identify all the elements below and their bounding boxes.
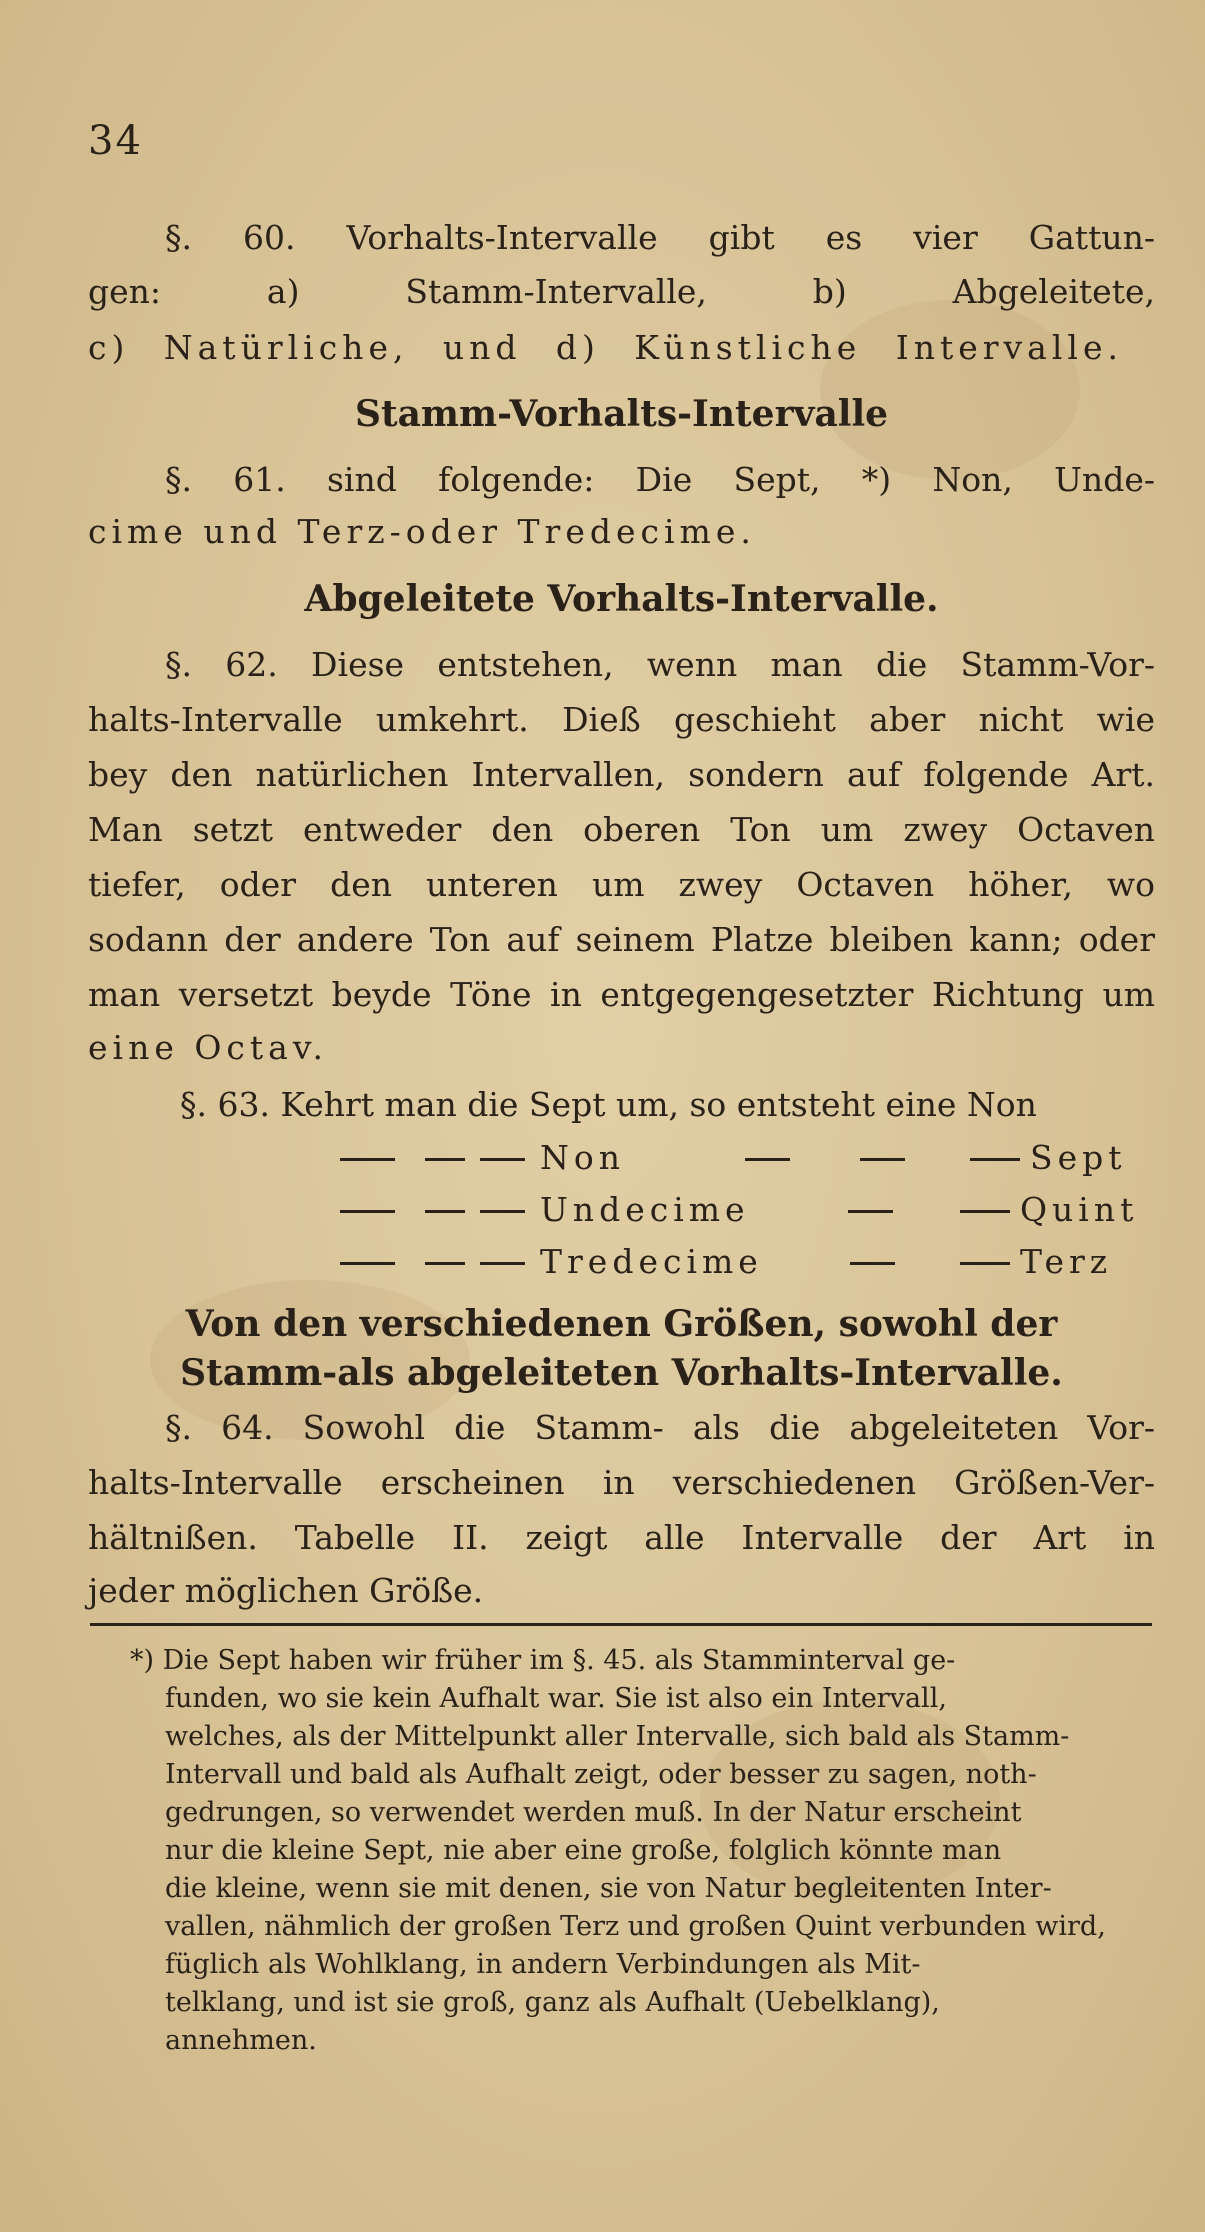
dash xyxy=(340,1262,395,1265)
paragraph-62-line-3: bey den natürlichen Intervallen, sondern auf folgende Art. xyxy=(88,755,1155,794)
paragraph-62-line-6: sodann der andere Ton auf seinem Platze bleiben kann; oder xyxy=(88,920,1155,959)
paragraph-64-line-3: hältnißen. Tabelle II. zeigt alle Intervalle der Art in xyxy=(88,1518,1155,1557)
footnote-line-3: welches, als der Mittelpunkt aller Intervalle, sich bald als Stamm- xyxy=(165,1721,1070,1752)
dash xyxy=(425,1158,465,1161)
paragraph-64-line-1: §. 64. Sowohl die Stamm- als die abgeleiteten Vor- xyxy=(165,1408,1155,1447)
inversion-to: Sept xyxy=(1030,1138,1127,1177)
dash xyxy=(480,1210,525,1213)
inversion-to: Terz xyxy=(1020,1242,1113,1281)
paragraph-61-line-2: cime und Terz-oder Tredecime. xyxy=(88,512,756,551)
footnote-line-8: vallen, nähmlich der großen Terz und großen Quint verbunden wird, xyxy=(165,1911,1106,1942)
dash xyxy=(425,1210,465,1213)
paragraph-64-line-2: halts-Intervalle erscheinen in verschiedenen Größen-Ver- xyxy=(88,1463,1155,1502)
dash xyxy=(960,1210,1010,1213)
dash xyxy=(970,1158,1020,1161)
dash xyxy=(860,1158,905,1161)
dash xyxy=(480,1158,525,1161)
dash xyxy=(340,1158,395,1161)
paragraph-61-line-1: §. 61. sind folgende: Die Sept, *) Non, Unde- xyxy=(165,460,1155,499)
paragraph-60-line-1: §. 60. Vorhalts-Intervalle gibt es vier Gattun- xyxy=(165,218,1155,257)
footnote-line-7: die kleine, wenn sie mit denen, sie von Natur begleitenten Inter- xyxy=(165,1873,1052,1904)
footnote-line-11: annehmen. xyxy=(165,2025,317,2056)
dash xyxy=(425,1262,465,1265)
footnote-line-9: füglich als Wohlklang, in andern Verbindungen als Mit- xyxy=(165,1949,921,1980)
dash xyxy=(960,1262,1010,1265)
inversion-to: Quint xyxy=(1020,1190,1139,1229)
dash xyxy=(480,1262,525,1265)
footnote-line-2: funden, wo sie kein Aufhalt war. Sie ist also ein Intervall, xyxy=(165,1683,947,1714)
footnote-line-10: telklang, und ist sie groß, ganz als Aufhalt (Uebelklang), xyxy=(165,1987,940,2018)
dash xyxy=(850,1262,895,1265)
footnote-line-6: nur die kleine Sept, nie aber eine große, folglich könnte man xyxy=(165,1835,1002,1866)
footnote-line-1: *) Die Sept haben wir früher im §. 45. als Stamminterval ge- xyxy=(130,1645,956,1676)
inversion-from: Tredecime xyxy=(540,1242,763,1281)
footnote-line-5: gedrungen, so verwendet werden muß. In der Natur erscheint xyxy=(165,1797,1022,1828)
paragraph-60-line-2: gen: a) Stamm-Intervalle, b) Abgeleitete, xyxy=(88,272,1155,311)
heading-stamm-vorhalts-intervalle: Stamm-Vorhalts-Intervalle xyxy=(354,393,889,435)
heading-abgeleitete-vorhalts-intervalle: Abgeleitete Vorhalts-Intervalle. xyxy=(304,578,939,620)
paragraph-63: §. 63. Kehrt man die Sept um, so entsteht eine Non xyxy=(180,1085,1037,1124)
dash xyxy=(848,1210,893,1213)
inversion-row xyxy=(340,1242,1160,1286)
inversion-row xyxy=(340,1138,1160,1182)
dash xyxy=(745,1158,790,1161)
paragraph-64-line-4: jeder möglichen Größe. xyxy=(88,1571,484,1610)
footnote-line-4: Intervall und bald als Aufhalt zeigt, oder besser zu sagen, noth- xyxy=(165,1759,1037,1790)
footnote-separator xyxy=(90,1623,1152,1626)
page-number: 34 xyxy=(88,118,143,164)
paragraph-62-line-4: Man setzt entweder den oberen Ton um zwey Octaven xyxy=(88,810,1155,849)
paragraph-60-line-3: c) Natürliche, und d) Künstliche Intervalle. xyxy=(88,328,1123,367)
inversion-row xyxy=(340,1190,1160,1234)
paragraph-62-line-7: man versetzt beyde Töne in entgegengesetzter Richtung um xyxy=(88,975,1155,1014)
paper-stain xyxy=(820,300,1080,480)
paragraph-62-line-2: halts-Intervalle umkehrt. Dieß geschieht aber nicht wie xyxy=(88,700,1155,739)
paragraph-62-line-1: §. 62. Diese entstehen, wenn man die Stamm-Vor- xyxy=(165,645,1155,684)
paragraph-62-line-5: tiefer, oder den unteren um zwey Octaven höher, wo xyxy=(88,865,1155,904)
heading-groessen-line-2: Stamm-als abgeleiteten Vorhalts-Intervalle. xyxy=(180,1352,1063,1394)
paragraph-62-line-8: eine Octav. xyxy=(88,1028,329,1067)
heading-groessen-line-1: Von den verschiedenen Größen, sowohl der xyxy=(185,1303,1058,1345)
dash xyxy=(340,1210,395,1213)
inversion-from: Non xyxy=(540,1138,625,1177)
inversion-from: Undecime xyxy=(540,1190,750,1229)
